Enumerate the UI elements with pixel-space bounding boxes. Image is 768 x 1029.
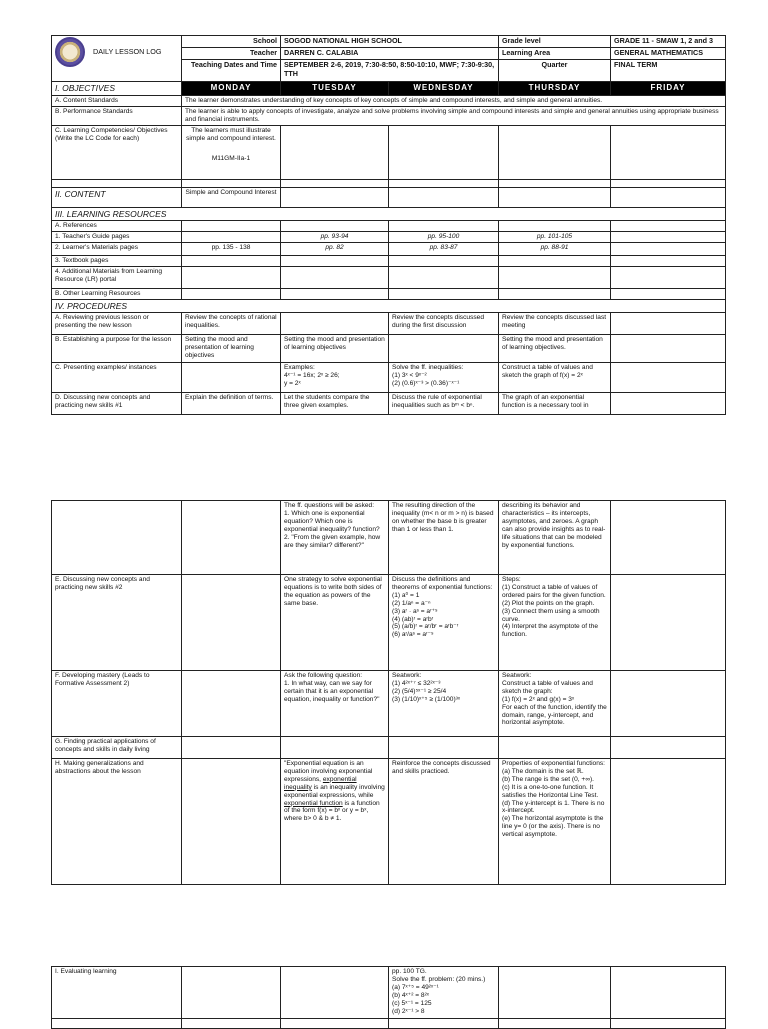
generalizations-tuesday	[281, 759, 389, 885]
school-label: School	[182, 36, 281, 48]
review-thursday: Review the concepts discussed last meeting	[499, 312, 611, 334]
other-resources-label: B. Other Learning Resources	[52, 288, 182, 299]
purpose-monday: Setting the mood and presentation of learning objectives	[182, 334, 281, 362]
performance-standards-text: The learner is able to apply concepts of investigate, analyze and solve problems involving simple and compound interests and simple and general annuities using appropriate business and financial instruments.	[182, 106, 726, 125]
generalizations-label: H. Making generalizations and abstractions about the lesson	[52, 759, 182, 885]
content-standards-text: The learner demonstrates understanding of key concepts of key concepts of simple and compound interests, and simple and general annuities.	[182, 96, 726, 107]
performance-standards-label: B. Performance Standards	[52, 106, 182, 125]
applications-label: G. Finding practical applications of concepts and skills in daily living	[52, 737, 182, 759]
generalization-text-1: "Exponential equation is an equation involving exponential expressions,	[284, 760, 373, 783]
lm-tuesday: pp. 82	[281, 242, 389, 255]
discussing-1-questions-tuesday: The ff. questions will be asked: 1. Which one is exponential equation? Which one is exponential inequality? function? 2. "From the given example, how are they similar? different?"	[281, 501, 389, 575]
mastery-label: F. Developing mastery (Leads to Formative Assessment 2)	[52, 671, 182, 737]
teacher-label: Teacher	[182, 48, 281, 60]
discussing-2-thursday: Steps: (1) Construct a table of values of ordered pairs for the given function. (2) Plot the points on the graph. (3) Connect them using a smooth curve. (4) Interpret the asymptote of the function.	[499, 575, 611, 671]
generalization-text-2: is an inequality involving exponential expressions, while	[284, 783, 385, 799]
examples-wednesday: Solve the ff. inequalities: (1) 3ˣ < 9ˣ⁻² (2) (0.6)ˣ⁻³ > (0.36)⁻ˣ⁻¹	[389, 362, 499, 392]
tg-tuesday: pp. 93-94	[281, 231, 389, 242]
learners-materials-label: 2. Learner's Materials pages	[52, 242, 182, 255]
dates-label: Teaching Dates and Time	[182, 60, 281, 82]
area-value: GENERAL MATHEMATICS	[611, 48, 726, 60]
discussing-1-graph-thursday: describing its behavior and characteristics – its intercepts, asymptotes, and zeroes. A graph can also provide insights as to real-life situations that can be modeled by exponential functions.	[499, 501, 611, 575]
purpose-tuesday: Setting the mood and presentation of learning objectives	[281, 334, 389, 362]
quarter-value: FINAL TERM	[611, 60, 726, 82]
evaluating-label: I. Evaluating learning	[52, 967, 182, 1019]
examples-tuesday: Examples: 4ˣ⁻¹ = 16x; 2ˣ ≥ 26; y = 2ˣ	[281, 362, 389, 392]
tg-wednesday: pp. 95-100	[389, 231, 499, 242]
lesson-log-table-page-2	[51, 500, 726, 885]
day-wednesday: WEDNESDAY	[389, 82, 499, 96]
teachers-guide-label: 1. Teacher's Guide pages	[52, 231, 182, 242]
discussing-1-monday: Explain the definition of terms.	[182, 392, 281, 414]
competency-text: The learners must illustrate simple and compound interest.	[186, 126, 276, 142]
day-monday: MONDAY	[182, 82, 281, 96]
objectives-heading: I. OBJECTIVES	[52, 82, 182, 96]
lm-thursday: pp. 88-91	[499, 242, 611, 255]
discussing-1-tuesday: Let the students compare the three given examples.	[281, 392, 389, 414]
day-friday: FRIDAY	[611, 82, 726, 96]
generalization-text-3: is a function of the form f(x) = bˣ or y = bˣ, where b> 0 & b ≠ 1.	[284, 799, 380, 823]
mastery-wednesday: Seatwork: (1) 4²ˣ⁺⁷ ≤ 32²ˣ⁻³ (2) (5/4)⁵ˣ⁻¹ ≥ 25/4 (3) (1/10)ˣ⁺⁵ ≥ (1/100)³ˣ	[389, 671, 499, 737]
discussing-1-direction-wednesday: The resulting direction of the inequality (m< n or m > n) is based on whether the base b is greater than 1 or less than 1.	[389, 501, 499, 575]
discussing-1-thursday: The graph of an exponential function is a necessary tool in	[499, 392, 611, 414]
content-standards-label: A. Content Standards	[52, 96, 182, 107]
discussing-2-tuesday: One strategy to solve exponential equations is to write both sides of the equation as powers of the same base.	[281, 575, 389, 671]
school-value: SOGOD NATIONAL HIGH SCHOOL	[281, 36, 499, 48]
textbook-label: 3. Textbook pages	[52, 255, 182, 266]
procedures-heading: IV. PROCEDURES	[52, 299, 726, 312]
dates-value: SEPTEMBER 2-6, 2019, 7:30-8:50, 8:50-10:10, MWF; 7:30-9:30, TTH	[281, 60, 499, 82]
document-title: DAILY LESSON LOG	[93, 46, 162, 56]
grade-label: Grade level	[499, 36, 611, 48]
content-heading: II. CONTENT	[52, 187, 182, 207]
discussing-1-label: D. Discussing new concepts and practicing new skills #1	[52, 392, 182, 414]
grade-value: GRADE 11 - SMAW 1, 2 and 3	[611, 36, 726, 48]
lesson-log-table-page-3	[51, 966, 726, 1029]
examples-thursday: Construct a table of values and sketch the graph of f(x) = 2ˣ	[499, 362, 611, 392]
examples-label: C. Presenting examples/ instances	[52, 362, 182, 392]
area-label: Learning Area	[499, 48, 611, 60]
references-label: A. References	[52, 220, 182, 231]
day-thursday: THURSDAY	[499, 82, 611, 96]
mastery-thursday: Seatwork: Construct a table of values and sketch the graph: (1) f(x) = 2ˣ and g(x) = 3ˣ For each of the function, identify the domain, range, y-intercept, and horizontal asymptote.	[499, 671, 611, 737]
generalization-term-inequality: exponential inequality	[284, 775, 357, 791]
lesson-log-table-page-1	[51, 35, 726, 415]
competency-code: M11GM-IIa-1	[211, 154, 251, 162]
purpose-label: B. Establishing a purpose for the lesson	[52, 334, 182, 362]
lm-monday: pp. 135 - 138	[182, 242, 281, 255]
content-monday: Simple and Compound Interest	[182, 187, 281, 207]
review-monday: Review the concepts of rational inequalities.	[182, 312, 281, 334]
lm-wednesday: pp. 83-87	[389, 242, 499, 255]
discussing-2-label: E. Discussing new concepts and practicing new skills #2	[52, 575, 182, 671]
mastery-tuesday: Ask the following question: 1. In what way, can we say for certain that it is an exponential equation, inequality or function?"	[281, 671, 389, 737]
competencies-label: C. Learning Competencies/ Objectives (Write the LC Code for each)	[52, 125, 182, 179]
generalization-term-function: exponential function	[284, 799, 343, 807]
day-tuesday: TUESDAY	[281, 82, 389, 96]
teacher-value: DARREN C. CALABIA	[281, 48, 499, 60]
header-logo-cell	[52, 36, 182, 82]
deped-seal-icon	[55, 37, 85, 67]
discussing-1-wednesday: Discuss the rule of exponential inequalities such as bᵐ < bⁿ.	[389, 392, 499, 414]
generalizations-thursday: Properties of exponential functions: (a) The domain is the set ℝ. (b) The range is the set (0, +∞). (c) It is a one-to-one function. It satisfies the Horizontal Line Test. (d) The y-intercept is 1. There is no x-intercept. (e) The horizontal asymptote is the line y= 0 (or the axis). There is no vertical asymptote.	[499, 759, 611, 885]
review-wednesday: Review the concepts discussed during the first discussion	[389, 312, 499, 334]
additional-materials-label: 4. Additional Materials from Learning Resource (LR) portal	[52, 266, 182, 288]
learning-resources-heading: III. LEARNING RESOURCES	[52, 207, 726, 220]
tg-thursday: pp. 101-105	[499, 231, 611, 242]
competencies-monday	[182, 125, 281, 179]
review-label: A. Reviewing previous lesson or presenting the new lesson	[52, 312, 182, 334]
purpose-thursday: Setting the mood and presentation of learning objectives.	[499, 334, 611, 362]
generalizations-wednesday: Reinforce the concepts discussed and skills practiced.	[389, 759, 499, 885]
quarter-label: Quarter	[499, 60, 611, 82]
discussing-2-wednesday: Discuss the definitions and theorems of exponential functions: (1) a⁰ = 1 (2) 1/aⁿ = a⁻ⁿ (3) aʳ · aˢ = aʳ⁺ˢ (4) (ab)ʳ = aʳbʳ (5) (a/b)ʳ = aʳ/bʳ = aʳb⁻ʳ (6) aʳ/aˢ = aʳ⁻ˢ	[389, 575, 499, 671]
evaluating-wednesday: pp. 100 TG. Solve the ff. problem: (20 mins.) (a) 7ˣ⁺⁵ = 49²ˣ⁻¹ (b) 4ˣ⁺² = 8²ˣ (c) 5ˣ⁻¹ = 125 (d) 2ˣ⁻¹ > 8	[389, 967, 499, 1019]
